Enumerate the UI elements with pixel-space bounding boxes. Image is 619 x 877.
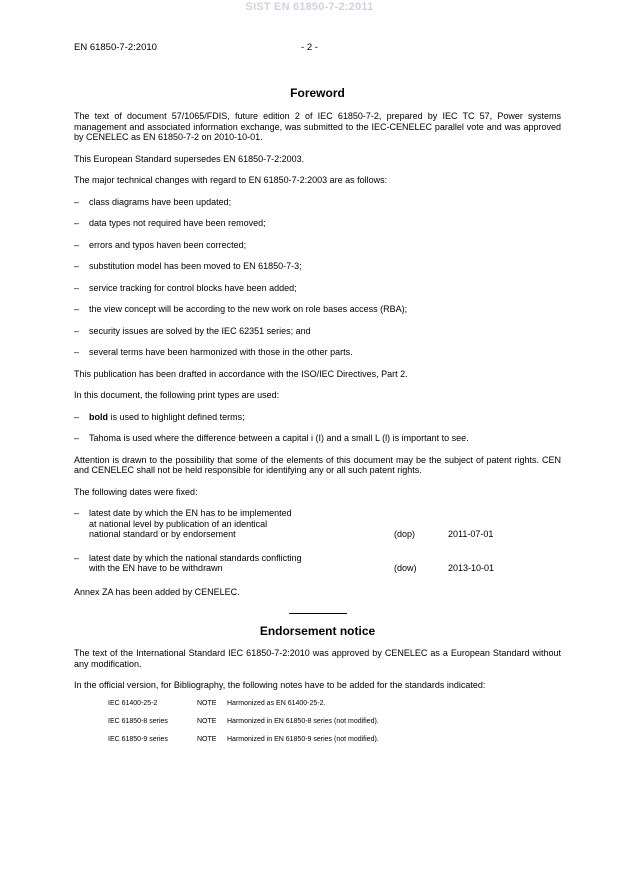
list-item: – class diagrams have been updated; xyxy=(74,197,561,208)
table-row xyxy=(108,700,561,708)
header-doc-id: EN 61850-7-2:2010 xyxy=(74,42,157,53)
list-item-text: errors and typos haven been corrected; xyxy=(89,239,247,250)
section-divider xyxy=(289,613,347,614)
watermark: SIST EN 61850-7-2:2011 xyxy=(245,1,374,13)
list-item: – bold is used to highlight defined terms; xyxy=(74,411,245,422)
foreword-paragraph: This publication has been drafted in accordance with the ISO/IEC Directives, Part 2. xyxy=(74,368,408,379)
date-row-dow: – latest date by which the national standards conflicting with the EN have to be withdrawn (dow) 2013-10-01 xyxy=(74,552,495,573)
date-value: 2013-10-01 xyxy=(448,563,495,573)
list-item-text: the view concept will be according to the new work on role bases access (RBA); xyxy=(89,304,408,314)
date-desc-line: latest date by which the national standards conflicting xyxy=(89,552,302,563)
endorsement-title: Endorsement notice xyxy=(259,624,376,638)
date-row-dop: – latest date by which the EN has to be implemented at national level by publication of an identical national standard or by endorsement (dop) 2011-07-01 xyxy=(74,508,494,539)
foreword-paragraph: The text of document 57/1065/FDIS, future edition 2 of IEC 61850-7-2, prepared by IEC TC 57, Power systems management and associated information exchange, was submitted to the IEC-CENELEC parallel vote and was approved by CENELEC as EN 61850-7-2 on 2010-10-01. xyxy=(74,111,561,142)
note-text: Harmonized in EN 61850-8 series (not modified). xyxy=(227,717,379,725)
note-text: Harmonized in EN 61850-9 series (not modified). xyxy=(227,735,379,743)
date-desc-line: national standard or by endorsement xyxy=(89,529,236,539)
date-code: (dow) xyxy=(394,563,417,573)
table-row xyxy=(108,736,561,744)
foreword-paragraph: The following dates were fixed: xyxy=(74,486,198,497)
list-item-text: several terms have been harmonized with those in the other parts. xyxy=(89,347,353,357)
endorsement-paragraph: In the official version, for Bibliography, the following notes have to be added for the standards indicated: xyxy=(74,680,486,690)
list-item-text: data types not required have been removed; xyxy=(89,218,266,228)
table-row xyxy=(108,718,561,726)
list-item: – several terms have been harmonized with those in the other parts. xyxy=(74,347,561,358)
list-item-text: is used to highlight defined terms; xyxy=(108,411,245,422)
date-desc-line: latest date by which the EN has to be implemented xyxy=(89,508,292,518)
foreword-title: Foreword xyxy=(290,86,345,100)
date-desc-line: with the EN have to be withdrawn xyxy=(89,563,223,573)
note-label: NOTE xyxy=(197,699,217,707)
date-code: (dop) xyxy=(394,529,416,539)
page-content xyxy=(74,86,561,744)
endorsement-paragraph: The text of the International Standard IEC 61850-7-2:2010 was approved by CENELEC as a European Standard without any modification. xyxy=(74,648,561,669)
list-item-text: class diagrams have been updated; xyxy=(89,196,232,207)
list-item-text: Tahoma is used where the difference between a capital i (I) and a small L (l) is important to see. xyxy=(89,433,469,443)
note-label: NOTE xyxy=(197,717,217,725)
foreword-paragraph: Attention is drawn to the possibility that some of the elements of this document may be the subject of patent rights. CEN and CENELEC shall not be held responsible for identifying any or all such patent rights. xyxy=(74,454,561,475)
list-item-text: security issues are solved by the IEC 62351 series; and xyxy=(89,325,311,336)
list-item: – Tahoma is used where the difference between a capital i (I) and a small L (l) is important to see. xyxy=(74,433,561,444)
note-standard: IEC 61850-9 series xyxy=(108,735,168,743)
list-item: – errors and typos haven been corrected; xyxy=(74,240,561,251)
note-label: NOTE xyxy=(197,735,217,743)
list-item-text: substitution model has been moved to EN 61850-7-3; xyxy=(89,261,302,271)
list-item: – data types not required have been removed; xyxy=(74,218,561,229)
foreword-paragraph: Annex ZA has been added by CENELEC. xyxy=(74,586,240,597)
list-item: – substitution model has been moved to EN 61850-7-3; xyxy=(74,261,561,272)
list-item: – service tracking for control blocks have been added; xyxy=(74,283,561,294)
notes-table xyxy=(108,700,561,744)
note-text: Harmonized as EN 61400-25-2. xyxy=(227,699,326,707)
list-item: – security issues are solved by the IEC 62351 series; and xyxy=(74,326,561,337)
date-value: 2011-07-01 xyxy=(448,529,494,539)
list-item-text: service tracking for control blocks have been added; xyxy=(89,282,297,293)
note-standard: IEC 61400-25-2 xyxy=(108,699,158,707)
header-page-number: - 2 - xyxy=(301,42,318,53)
list-item: – the view concept will be according to the new work on role bases access (RBA); xyxy=(74,304,561,315)
foreword-paragraph: This European Standard supersedes EN 61850-7-2:2003. xyxy=(74,153,305,164)
bold-term: bold xyxy=(89,411,108,422)
date-desc-line: at national level by publication of an identical xyxy=(89,518,268,529)
note-standard: IEC 61850-8 series xyxy=(108,717,168,725)
foreword-paragraph: The major technical changes with regard to EN 61850-7-2:2003 are as follows: xyxy=(74,175,388,185)
foreword-paragraph: In this document, the following print types are used: xyxy=(74,390,280,400)
